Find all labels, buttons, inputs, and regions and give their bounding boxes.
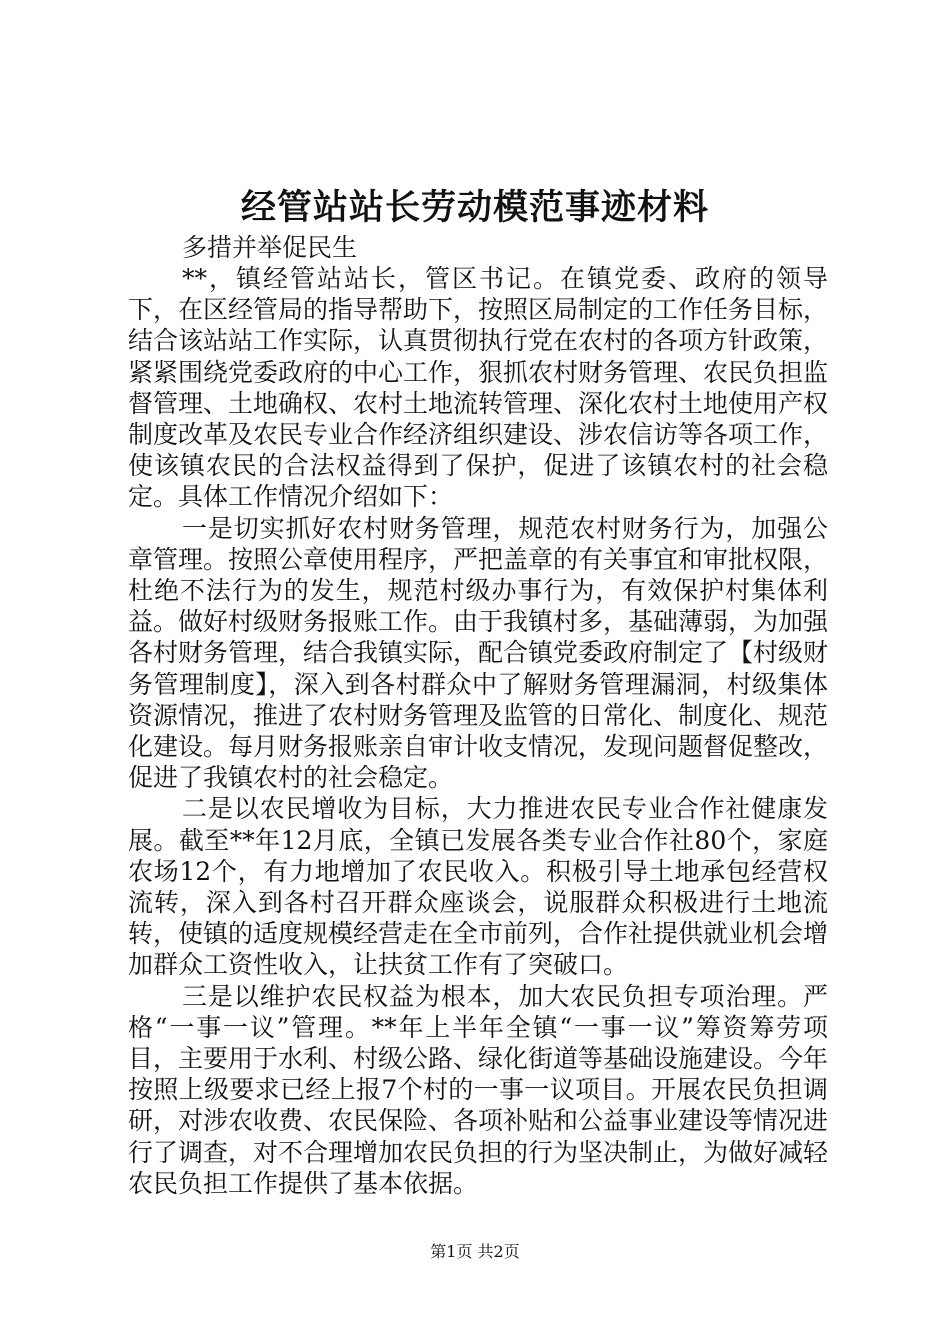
paragraph-cooperatives: 二是以农民增收为目标，大力推进农民专业合作社健康发展。截至**年12月底，全镇已发展各类专业合作社80个，家庭农场12个，有力地增加了农民收入。积极引导土地承包经营权流转，深入到各村召开群众座谈会，说服群众积极进行土地流转，使镇的适度规模经营走在全市前列，合作社提供就业机会增加群众工资性收入，让扶贫工作有了突破口。	[128, 794, 829, 980]
paragraph-farmer-rights: 三是以维护农民权益为根本，加大农民负担专项治理。严格“一事一议”管理。**年上半年全镇“一事一议”筹资筹劳项目，主要用于水利、村级公路、绿化街道等基础设施建设。今年按照上级要求已经上报7个村的一事一议项目。开展农民负担调研，对涉农收费、农民保险、各项补贴和公益事业建设等情况进行了调查，对不合理增加农民负担的行为坚决制止，为做好减轻农民负担工作提供了基本依据。	[128, 981, 829, 1198]
document-body	[128, 232, 828, 1199]
document-subtitle: 多措并举促民生	[182, 233, 358, 262]
page-indicator: 第1页 共2页	[430, 1242, 520, 1261]
document-title: 经管站站长劳动模范事迹材料	[240, 187, 709, 228]
paragraph-intro: **，镇经管站站长，管区书记。在镇党委、政府的领导下，在区经管局的指导帮助下，按照区局制定的工作任务目标，结合该站站工作实际，认真贯彻执行党在农村的各项方针政策，紧紧围绕党委政府的中心工作，狠抓农村财务管理、农民负担监督管理、土地确权、农村土地流转管理、深化农村土地使用产权制度改革及农民专业合作经济组织建设、涉农信访等各项工作，使该镇农民的合法权益得到了保护，促进了该镇农村的社会稳定。具体工作情况介绍如下：	[128, 264, 829, 512]
paragraph-finance-management: 一是切实抓好农村财务管理，规范农村财务行为，加强公章管理。按照公章使用程序，严把盖章的有关事宜和审批权限，杜绝不法行为的发生，规范村级办事行为，有效保护村集体利益。做好村级财务报账工作。由于我镇村多，基础薄弱，为加强各村财务管理，结合我镇实际，配合镇党委政府制定了【村级财务管理制度】，深入到各村群众中了解财务管理漏洞，村级集体资源情况，推进了农村财务管理及监管的日常化、制度化、规范化建设。每月财务报账亲自审计收支情况，发现问题督促整改，促进了我镇农村的社会稳定。	[128, 513, 829, 793]
